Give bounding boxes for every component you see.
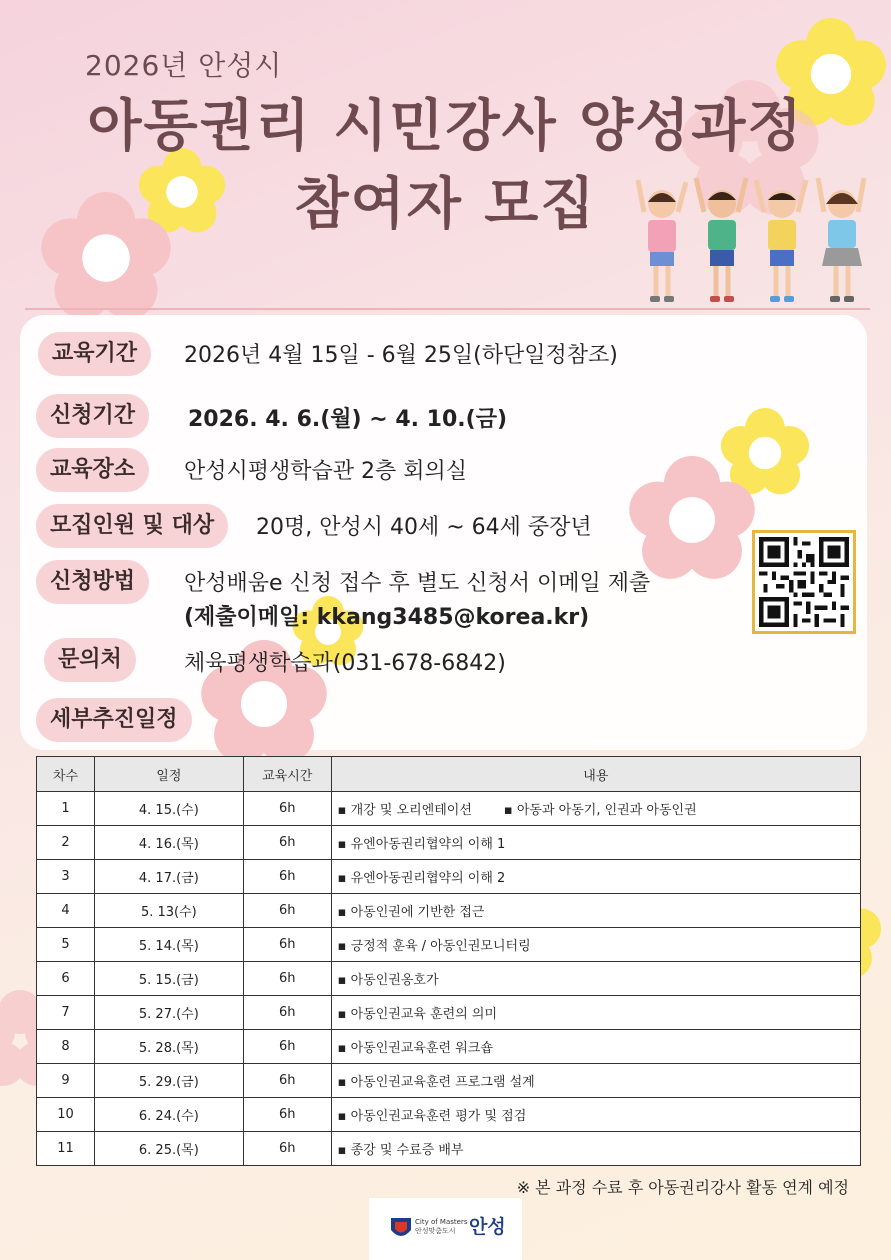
session-content: ▪ 아동과 아동기, 인권과 아동인권 <box>503 803 697 818</box>
session-date: 5. 27.(수) <box>94 996 243 1030</box>
logo-korean-text: 안성맞춤도시 <box>415 1227 456 1235</box>
value-education-period: 2026년 4월 15일 - 6월 25일(하단일정참조) <box>184 343 618 368</box>
session-content: ▪ 아동인권교육 훈련의 의미 <box>331 996 860 1030</box>
session-hours: 6h <box>243 1030 331 1064</box>
session-date: 6. 25.(목) <box>94 1132 243 1166</box>
session-number: 6 <box>37 962 95 996</box>
session-content: ▪ 종강 및 수료증 배부 <box>331 1132 860 1166</box>
session-hours: 6h <box>243 928 331 962</box>
session-content: ▪ 아동인권교육훈련 프로그램 설계 <box>331 1064 860 1098</box>
session-content: ▪ 아동인권옹호가 <box>331 962 860 996</box>
table-row <box>37 996 861 1030</box>
table-row <box>37 1064 861 1098</box>
session-date: 4. 16.(목) <box>94 826 243 860</box>
table-row <box>37 1132 861 1166</box>
session-number: 2 <box>37 826 95 860</box>
label-application-method: 신청방법 <box>36 560 149 604</box>
session-number: 11 <box>37 1132 95 1166</box>
session-hours: 6h <box>243 894 331 928</box>
session-hours: 6h <box>243 792 331 826</box>
session-content: ▪ 아동인권교육훈련 워크숍 <box>331 1030 860 1064</box>
column-header: 차수 <box>37 757 95 792</box>
session-date: 5. 29.(금) <box>94 1064 243 1098</box>
pink-flower-icon <box>628 456 756 584</box>
session-content-cell <box>331 792 860 826</box>
session-number: 1 <box>37 792 95 826</box>
value-recruitment: 20명, 안성시 40세 ~ 64세 중장년 <box>256 515 592 540</box>
label-education-place: 교육장소 <box>36 448 149 492</box>
session-hours: 6h <box>243 860 331 894</box>
session-hours: 6h <box>243 996 331 1030</box>
session-content: ▪ 유엔아동권리협약의 이해 2 <box>331 860 860 894</box>
schedule-table <box>36 756 861 1166</box>
label-recruitment: 모집인원 및 대상 <box>36 504 228 548</box>
session-hours: 6h <box>243 1098 331 1132</box>
session-date: 4. 17.(금) <box>94 860 243 894</box>
session-number: 10 <box>37 1098 95 1132</box>
label-application-period: 신청기간 <box>36 394 149 438</box>
session-number: 3 <box>37 860 95 894</box>
page-title: 아동권리 시민강사 양성과정 <box>87 94 804 159</box>
table-header-row <box>37 757 861 792</box>
session-number: 4 <box>37 894 95 928</box>
table-row <box>37 962 861 996</box>
event-subtitle: 2026년 안성시 <box>85 49 283 82</box>
session-content: ▪ 아동인권교육훈련 평가 및 점검 <box>331 1098 860 1132</box>
divider <box>25 308 870 310</box>
label-contact: 문의처 <box>44 638 136 682</box>
logo-english-text: City of Masters <box>415 1218 468 1226</box>
footnote: ※ 본 과정 수료 후 아동권리강사 활동 연계 예정 <box>516 1178 849 1197</box>
session-hours: 6h <box>243 1132 331 1166</box>
session-content: ▪ 긍정적 훈육 / 아동인권모니터링 <box>331 928 860 962</box>
session-number: 5 <box>37 928 95 962</box>
page-title-line2: 참여자 모집 <box>294 172 597 237</box>
value-application-method: 안성배움e 신청 접수 후 별도 신청서 이메일 제출 <box>184 571 651 596</box>
qr-code-graphic <box>759 537 849 627</box>
label-education-period: 교육기간 <box>38 332 151 376</box>
session-date: 6. 24.(수) <box>94 1098 243 1132</box>
session-date: 5. 13(수) <box>94 894 243 928</box>
session-content: ▪ 유엔아동권리협약의 이해 1 <box>331 826 860 860</box>
logo-city-name: 안성 <box>469 1216 506 1238</box>
session-date: 4. 15.(수) <box>94 792 243 826</box>
column-header: 일정 <box>94 757 243 792</box>
column-header: 내용 <box>331 757 860 792</box>
column-header: 교육시간 <box>243 757 331 792</box>
session-date: 5. 14.(목) <box>94 928 243 962</box>
session-hours: 6h <box>243 962 331 996</box>
table-row <box>37 826 861 860</box>
table-row <box>37 1098 861 1132</box>
session-content: ▪ 개강 및 오리엔테이션 <box>337 803 472 818</box>
table-row <box>37 894 861 928</box>
table-row <box>37 1030 861 1064</box>
session-number: 9 <box>37 1064 95 1098</box>
session-hours: 6h <box>243 1064 331 1098</box>
label-detailed-schedule: 세부추진일정 <box>36 698 192 742</box>
session-hours: 6h <box>243 826 331 860</box>
value-application-period: 2026. 4. 6.(월) ~ 4. 10.(금) <box>188 407 508 432</box>
value-education-place: 안성시평생학습관 2층 회의실 <box>184 459 468 484</box>
qr-code-icon[interactable] <box>752 530 856 634</box>
city-emblem-icon <box>389 1214 413 1242</box>
session-content: ▪ 아동인권에 기반한 접근 <box>331 894 860 928</box>
session-date: 5. 28.(목) <box>94 1030 243 1064</box>
session-date: 5. 15.(금) <box>94 962 243 996</box>
logo-subtext <box>415 1218 467 1236</box>
table-row <box>37 860 861 894</box>
value-application-email: (제출이메일: kkang3485@korea.kr) <box>184 605 590 630</box>
table-row <box>37 928 861 962</box>
session-number: 7 <box>37 996 95 1030</box>
city-logo <box>369 1198 522 1260</box>
value-contact: 체육평생학습과(031-678-6842) <box>184 651 506 676</box>
session-number: 8 <box>37 1030 95 1064</box>
table-row <box>37 792 861 826</box>
